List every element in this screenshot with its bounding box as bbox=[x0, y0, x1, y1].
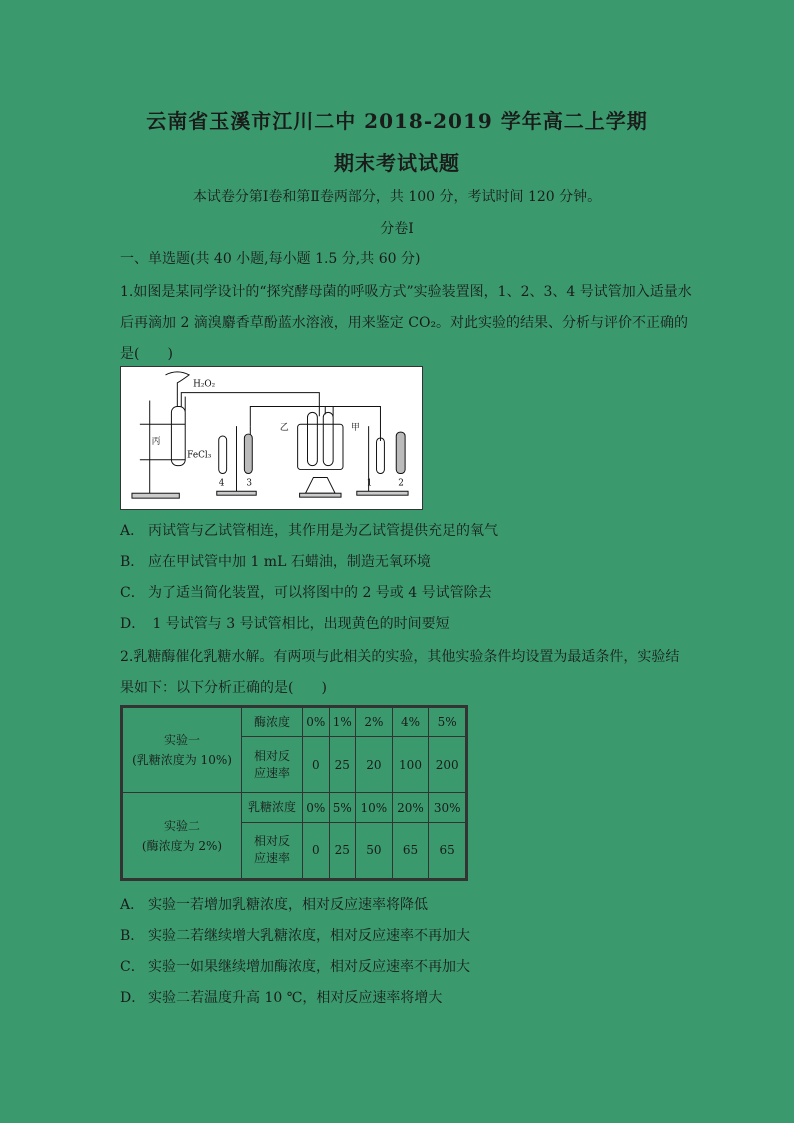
table-cell: 0 bbox=[303, 822, 330, 878]
q1-option-d[interactable]: D． 1 号试管与 3 号试管相比，出现黄色的时间要短 bbox=[120, 616, 450, 632]
table-cell: 2% bbox=[356, 708, 393, 737]
rate-label-line-1: 相对反 bbox=[253, 834, 290, 849]
exp1-title-cell bbox=[123, 708, 242, 793]
exp2-subtitle: (酶浓度为 2%) bbox=[141, 838, 223, 853]
table-cell: 4% bbox=[392, 708, 429, 737]
exam-intro: 本试卷分第Ⅰ卷和第Ⅱ卷两部分，共 100 分，考试时间 120 分钟。 bbox=[192, 189, 602, 205]
table-cell: 30% bbox=[429, 793, 466, 822]
table-cell: 200 bbox=[429, 737, 466, 793]
exp2-title-cell bbox=[123, 793, 242, 879]
table-cell: 0% bbox=[303, 793, 330, 822]
table-row bbox=[123, 793, 466, 822]
rate-label-cell bbox=[242, 822, 303, 878]
exp1-title: 实验一 bbox=[163, 733, 200, 748]
label-bing: 丙 bbox=[151, 436, 161, 447]
rate-label-line-2: 应速率 bbox=[253, 851, 290, 866]
label-tube-2: 2 bbox=[398, 478, 404, 489]
q1-option-a[interactable]: A． 丙试管与乙试管相连，其作用是为乙试管提供充足的氧气 bbox=[120, 523, 498, 539]
apparatus-figure bbox=[120, 366, 423, 510]
table-cell: 5% bbox=[329, 793, 356, 822]
q1-option-b[interactable]: B． 应在甲试管中加 1 mL 石蜡油，制造无氧环境 bbox=[120, 554, 431, 570]
table-cell: 10% bbox=[356, 793, 393, 822]
title-line-1: 云南省玉溪市江川二中 2018-2019 学年高二上学期 bbox=[146, 109, 648, 133]
table-cell: 20 bbox=[356, 737, 393, 793]
label-tube-1: 1 bbox=[366, 478, 373, 489]
rate-label-cell bbox=[242, 737, 303, 793]
q2-option-c[interactable]: C． 实验一如果继续增加酶浓度，相对反应速率不再加大 bbox=[120, 959, 470, 975]
label-fecl3: FeCl₃ bbox=[187, 450, 212, 461]
q2-option-b[interactable]: B． 实验二若继续增大乳糖浓度，相对反应速率不再加大 bbox=[120, 928, 470, 944]
table-cell: 100 bbox=[392, 737, 429, 793]
table-cell: 1% bbox=[329, 708, 356, 737]
label-jia: 甲 bbox=[350, 423, 360, 434]
rate-label-line-1: 相对反 bbox=[253, 748, 290, 763]
table-cell: 25 bbox=[329, 737, 356, 793]
q2-option-a[interactable]: A． 实验一若增加乳糖浓度，相对反应速率将降低 bbox=[120, 897, 428, 913]
results-table bbox=[120, 705, 468, 881]
q1-stem-line-3: 是( ) bbox=[120, 346, 173, 362]
label-yi: 乙 bbox=[279, 423, 289, 434]
title-line-2: 期末考试试题 bbox=[334, 151, 460, 175]
q2-stem-line-2: 果如下：以下分析正确的是( ) bbox=[120, 680, 327, 696]
q2-stem-line-1: 2.乳糖酶催化乳糖水解。有两项与此相关的实验，其他实验条件均设置为最适条件，实验结 bbox=[120, 649, 680, 665]
label-h2o2: H₂O₂ bbox=[193, 379, 216, 390]
rate-label-line-2: 应速率 bbox=[253, 765, 290, 780]
table-row bbox=[123, 708, 466, 737]
label-tube-4: 4 bbox=[218, 478, 225, 489]
q1-stem-line-2: 后再滴加 2 滴溴麝香草酚蓝水溶液，用来鉴定 CO₂。对此实验的结果、分析与评价不正确的 bbox=[120, 315, 689, 331]
table-cell: 65 bbox=[392, 822, 429, 878]
section-label: 分卷Ⅰ bbox=[380, 221, 414, 237]
exp2-header: 乳糖浓度 bbox=[242, 793, 303, 822]
label-tube-3: 3 bbox=[246, 478, 252, 489]
exp1-subtitle: (乳糖浓度为 10%) bbox=[132, 753, 232, 768]
table-cell: 50 bbox=[356, 822, 393, 878]
exp2-title: 实验二 bbox=[163, 818, 200, 833]
table-cell: 20% bbox=[392, 793, 429, 822]
table-cell: 65 bbox=[429, 822, 466, 878]
table-cell: 0 bbox=[303, 737, 330, 793]
exp1-header: 酶浓度 bbox=[242, 708, 303, 737]
q2-option-d[interactable]: D． 实验二若温度升高 10 ℃，相对反应速率将增大 bbox=[120, 990, 443, 1006]
q1-stem-line-1: 1.如图是某同学设计的“探究酵母菌的呼吸方式”实验装置图，1、2、3、4 号试管加入适量水 bbox=[120, 284, 692, 300]
q1-option-c[interactable]: C． 为了适当简化装置，可以将图中的 2 号或 4 号试管除去 bbox=[120, 585, 492, 601]
table-cell: 25 bbox=[329, 822, 356, 878]
table-cell: 5% bbox=[429, 708, 466, 737]
table-cell: 0% bbox=[303, 708, 330, 737]
part-heading: 一、单选题(共 40 小题,每小题 1.5 分,共 60 分) bbox=[120, 251, 421, 267]
